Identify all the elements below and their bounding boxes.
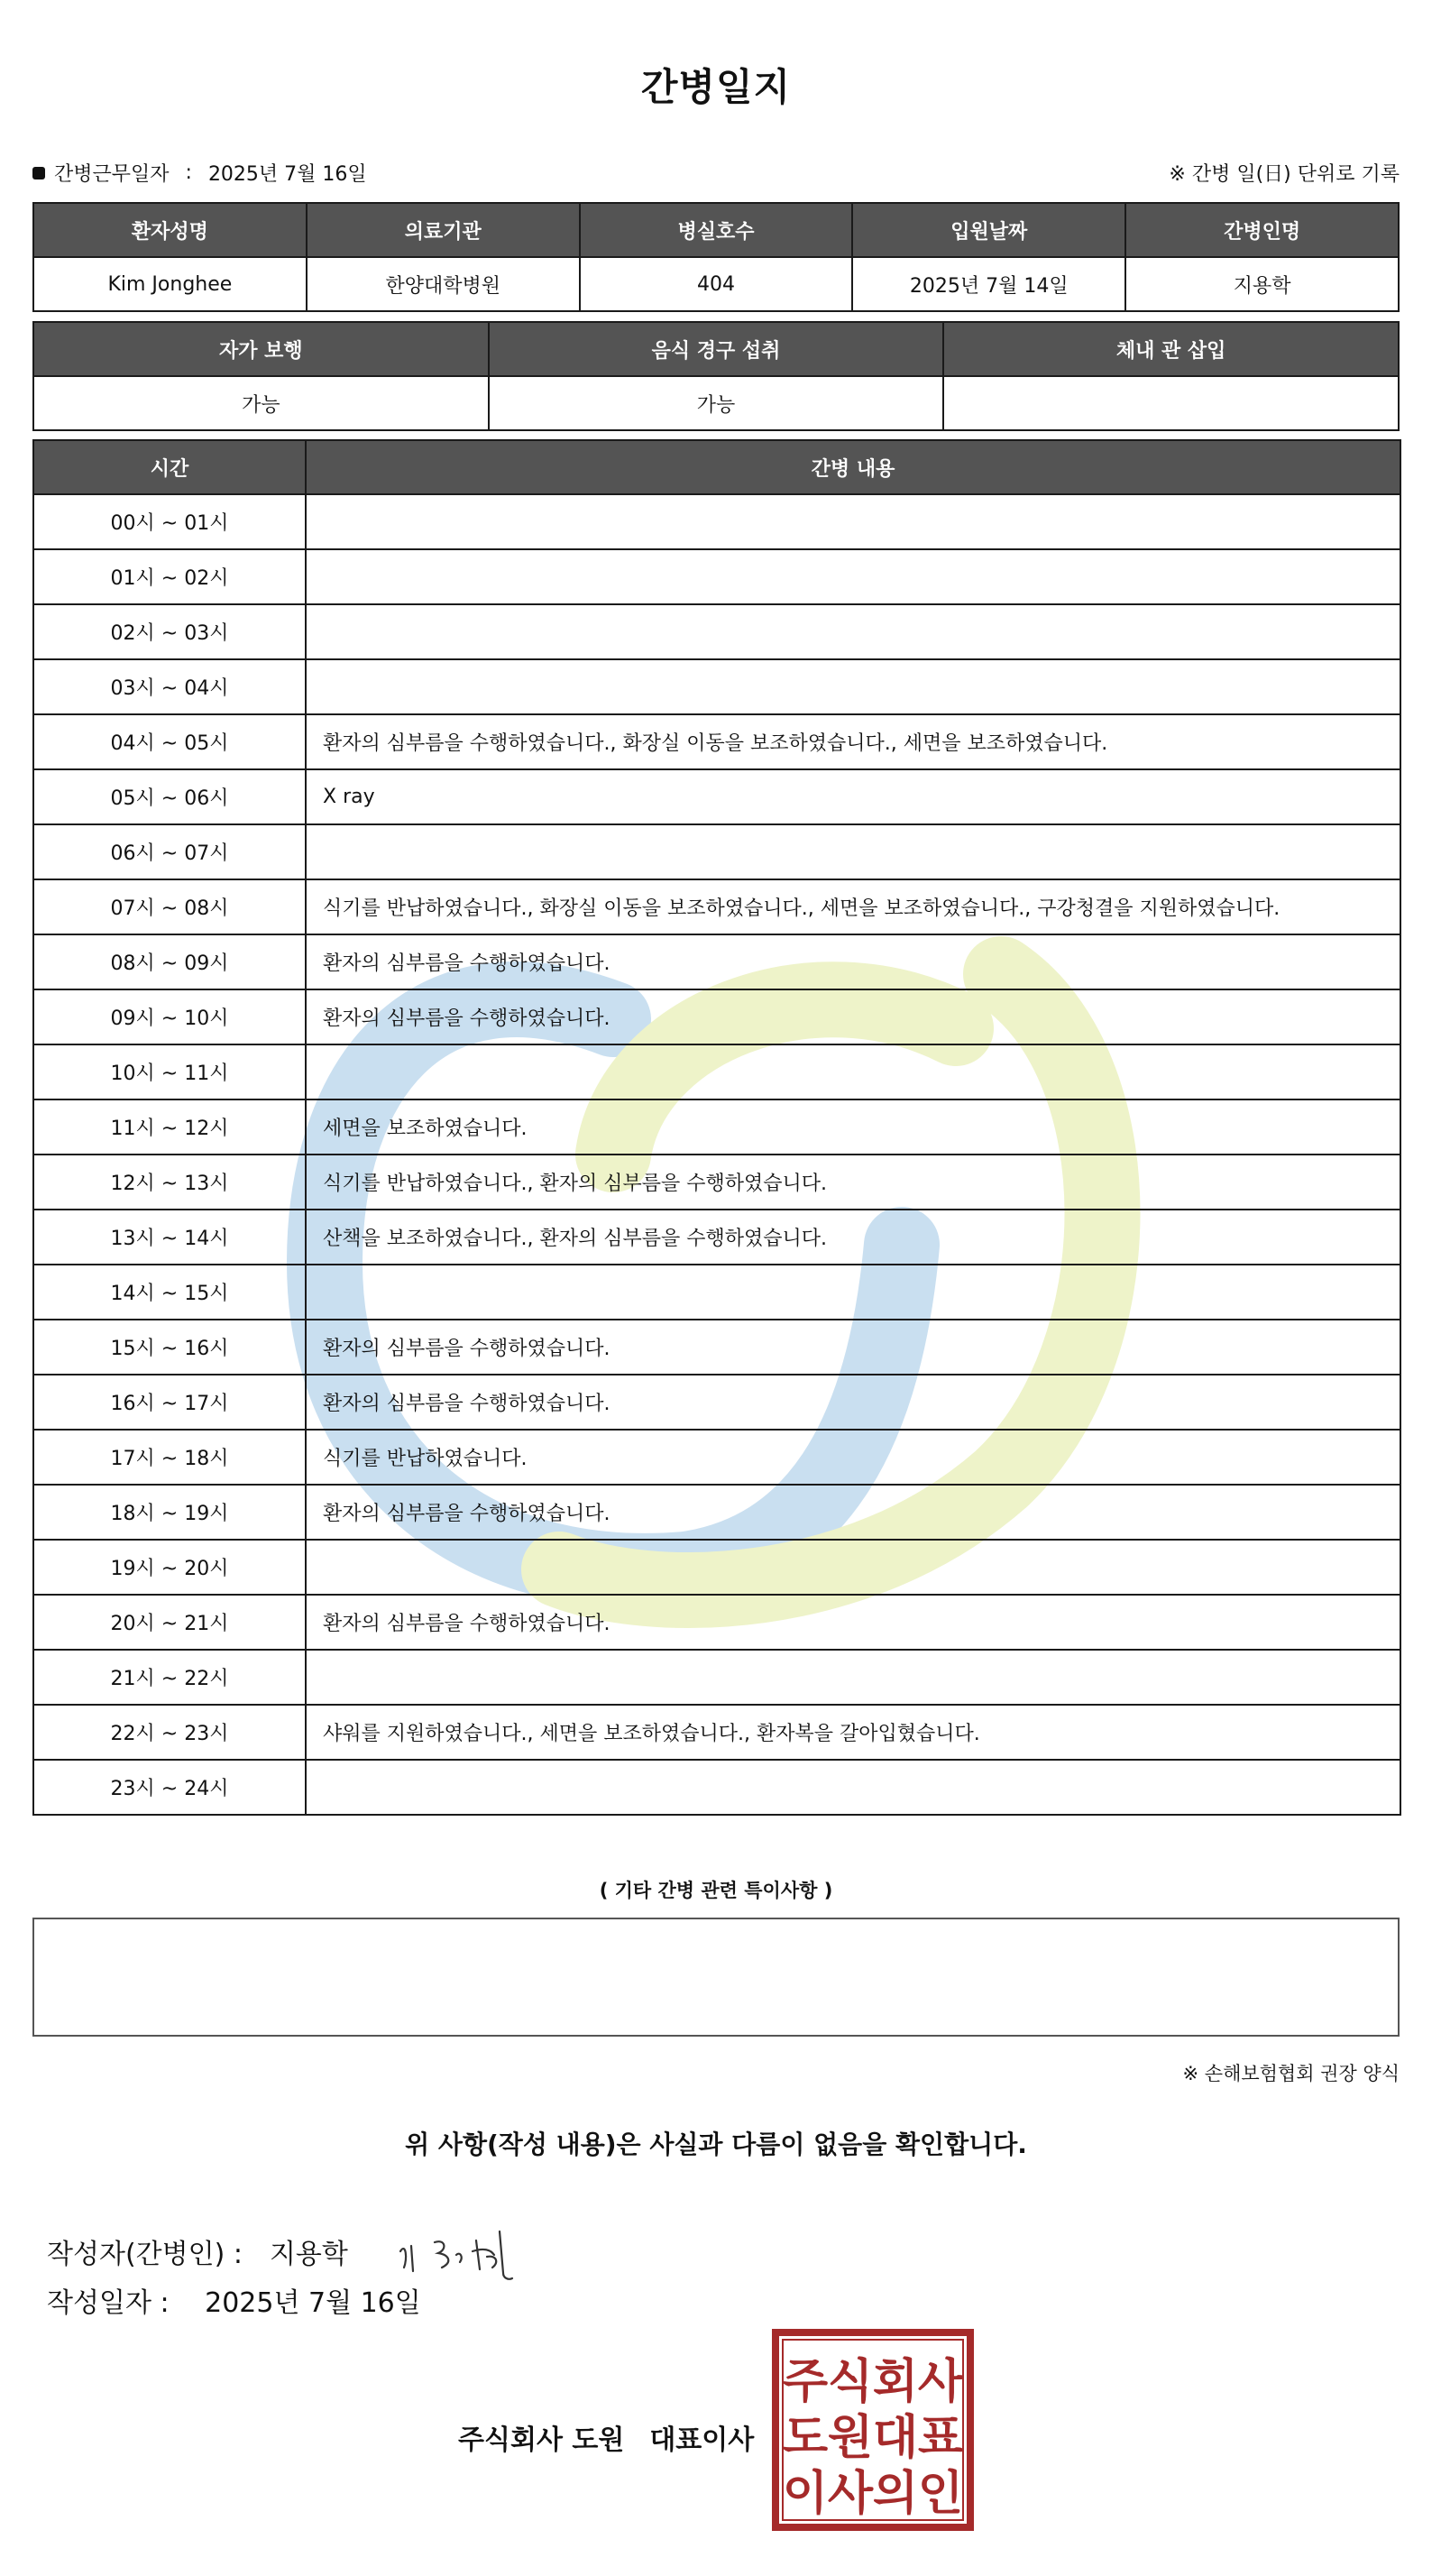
form-source-footnote: ※ 손해보험협회 권장 양식 <box>1182 2063 1400 2084</box>
header-time: 시간 <box>33 440 306 494</box>
log-content-cell: 환자의 심부름을 수행하였습니다. <box>306 1320 1400 1375</box>
log-time-cell: 05시 ~ 06시 <box>33 769 306 824</box>
log-row <box>33 1595 1400 1650</box>
patient-status-table <box>32 321 1400 431</box>
log-row <box>33 1430 1400 1485</box>
log-time-cell: 19시 ~ 20시 <box>33 1540 306 1595</box>
log-time-cell: 18시 ~ 19시 <box>33 1485 306 1540</box>
log-content-cell: 식기를 반납하였습니다. <box>306 1430 1400 1485</box>
log-content-cell: 식기를 반납하였습니다., 화장실 이동을 보조하였습니다., 세면을 보조하였습니다., 구강청결을 지원하였습니다. <box>306 879 1400 934</box>
log-time-cell: 22시 ~ 23시 <box>33 1705 306 1760</box>
patient-info-table <box>32 202 1400 312</box>
log-time-cell: 09시 ~ 10시 <box>33 989 306 1044</box>
svg-text:사: 사 <box>827 2467 874 2521</box>
log-row <box>33 604 1400 659</box>
log-row <box>33 1705 1400 1760</box>
company-seal-stamp <box>772 2329 974 2531</box>
log-time-cell: 08시 ~ 09시 <box>33 934 306 989</box>
work-date-separator: : <box>185 161 192 184</box>
log-time-cell: 16시 ~ 17시 <box>33 1375 306 1430</box>
log-content-cell <box>306 659 1400 714</box>
svg-text:식: 식 <box>827 2355 874 2409</box>
svg-text:사: 사 <box>917 2355 964 2409</box>
log-content-cell <box>306 1540 1400 1595</box>
log-row <box>33 1760 1400 1815</box>
log-time-cell: 20시 ~ 21시 <box>33 1595 306 1650</box>
log-row <box>33 824 1400 879</box>
company-signoff <box>458 2417 754 2457</box>
writer-row <box>47 2215 537 2287</box>
log-content-cell: 환자의 심부름을 수행하였습니다. <box>306 989 1400 1044</box>
caregiver-name: 지용학 <box>1125 257 1399 311</box>
log-content-cell: 환자의 심부름을 수행하였습니다. <box>306 1485 1400 1540</box>
header-patient-name: 환자성명 <box>33 203 307 257</box>
log-row <box>33 1044 1400 1099</box>
header-care-content: 간병 내용 <box>306 440 1400 494</box>
header-room: 병실호수 <box>580 203 853 257</box>
log-content-cell <box>306 604 1400 659</box>
svg-text:원: 원 <box>827 2411 874 2465</box>
log-content-cell: 샤워를 지원하였습니다., 세면을 보조하였습니다., 환자복을 갈아입혔습니다. <box>306 1705 1400 1760</box>
log-content-cell: 환자의 심부름을 수행하였습니다. <box>306 1375 1400 1430</box>
document-title: 간병일지 <box>640 65 792 109</box>
written-date-value: 2025년 7월 16일 <box>205 2287 421 2319</box>
bullet-square-icon <box>32 167 45 179</box>
handwritten-signature <box>393 2215 537 2287</box>
log-time-cell: 14시 ~ 15시 <box>33 1265 306 1320</box>
svg-text:대: 대 <box>872 2411 919 2465</box>
svg-text:도: 도 <box>782 2411 829 2465</box>
written-date-label: 작성일자 : <box>47 2287 170 2319</box>
log-row <box>33 1155 1400 1210</box>
log-row <box>33 769 1400 824</box>
special-notes-box <box>32 1918 1400 2037</box>
work-date-row <box>32 159 367 187</box>
writer-name: 지용학 <box>269 2239 348 2270</box>
log-time-cell: 11시 ~ 12시 <box>33 1099 306 1155</box>
log-time-cell: 01시 ~ 02시 <box>33 549 306 604</box>
log-row <box>33 549 1400 604</box>
log-row <box>33 989 1400 1044</box>
log-content-cell: 식기를 반납하였습니다., 환자의 심부름을 수행하였습니다. <box>306 1155 1400 1210</box>
svg-text:인: 인 <box>917 2467 964 2521</box>
log-time-cell: 13시 ~ 14시 <box>33 1210 306 1265</box>
self-walking-value: 가능 <box>33 376 489 430</box>
log-time-cell: 15시 ~ 16시 <box>33 1320 306 1375</box>
log-row <box>33 1485 1400 1540</box>
svg-text:의: 의 <box>872 2467 919 2521</box>
header-oral-intake: 음식 경구 섭취 <box>489 322 944 376</box>
log-time-cell: 23시 ~ 24시 <box>33 1760 306 1815</box>
log-row <box>33 1375 1400 1430</box>
log-row <box>33 659 1400 714</box>
log-content-cell: 산책을 보조하였습니다., 환자의 심부름을 수행하였습니다. <box>306 1210 1400 1265</box>
patient-status-value-row <box>33 376 1399 430</box>
writer-label: 작성자(간병인) : <box>47 2239 243 2270</box>
log-time-cell: 17시 ~ 18시 <box>33 1430 306 1485</box>
log-time-cell: 00시 ~ 01시 <box>33 494 306 549</box>
work-date-value: 2025년 7월 16일 <box>207 163 367 186</box>
log-row <box>33 714 1400 769</box>
log-content-cell <box>306 1650 1400 1705</box>
work-date-label: 간병근무일자 <box>54 163 170 186</box>
admission-date: 2025년 7월 14일 <box>852 257 1125 311</box>
hospital-name: 한양대학병원 <box>307 257 580 311</box>
log-content-cell <box>306 824 1400 879</box>
log-content-cell <box>306 494 1400 549</box>
log-time-cell: 12시 ~ 13시 <box>33 1155 306 1210</box>
header-tube-insertion: 체내 관 삽입 <box>943 322 1399 376</box>
log-row <box>33 934 1400 989</box>
log-row <box>33 1265 1400 1320</box>
log-row <box>33 879 1400 934</box>
header-hospital: 의료기관 <box>307 203 580 257</box>
log-content-cell: 세면을 보조하였습니다. <box>306 1099 1400 1155</box>
svg-text:이: 이 <box>782 2467 829 2521</box>
log-time-cell: 02시 ~ 03시 <box>33 604 306 659</box>
oral-intake-value: 가능 <box>489 376 944 430</box>
tube-insertion-value <box>943 376 1399 430</box>
room-number: 404 <box>580 257 853 311</box>
log-row <box>33 1099 1400 1155</box>
log-content-cell: 환자의 심부름을 수행하였습니다. <box>306 934 1400 989</box>
daily-record-note: ※ 간병 일(日) 단위로 기록 <box>1169 163 1400 186</box>
hourly-care-log-table <box>32 439 1401 1816</box>
patient-info-value-row <box>33 257 1399 311</box>
notes-title: ( 기타 간병 관련 특이사항 ) <box>599 1880 833 1901</box>
log-row <box>33 1210 1400 1265</box>
svg-text:표: 표 <box>917 2411 964 2465</box>
log-time-cell: 07시 ~ 08시 <box>33 879 306 934</box>
patient-status-header-row <box>33 322 1399 376</box>
log-time-cell: 03시 ~ 04시 <box>33 659 306 714</box>
log-header-row <box>33 440 1400 494</box>
log-row <box>33 1320 1400 1375</box>
company-title: 대표이사 <box>649 2424 755 2456</box>
log-content-cell <box>306 1760 1400 1815</box>
log-content-cell <box>306 1044 1400 1099</box>
log-content-cell <box>306 549 1400 604</box>
log-content-cell: 환자의 심부름을 수행하였습니다., 화장실 이동을 보조하였습니다., 세면을 보조하였습니다. <box>306 714 1400 769</box>
svg-text:주: 주 <box>782 2355 829 2409</box>
log-content-cell <box>306 1265 1400 1320</box>
written-date-row <box>47 2280 421 2320</box>
log-row <box>33 1650 1400 1705</box>
log-time-cell: 04시 ~ 05시 <box>33 714 306 769</box>
log-content-cell: X ray <box>306 769 1400 824</box>
patient-name: Kim Jonghee <box>33 257 307 311</box>
confirmation-statement: 위 사항(작성 내용)은 사실과 다름이 없음을 확인합니다. <box>405 2130 1027 2159</box>
log-row <box>33 1540 1400 1595</box>
company-name: 주식회사 도원 <box>458 2424 625 2456</box>
header-caregiver: 간병인명 <box>1125 203 1399 257</box>
log-time-cell: 06시 ~ 07시 <box>33 824 306 879</box>
log-time-cell: 10시 ~ 11시 <box>33 1044 306 1099</box>
log-content-cell: 환자의 심부름을 수행하였습니다. <box>306 1595 1400 1650</box>
log-row <box>33 494 1400 549</box>
log-time-cell: 21시 ~ 22시 <box>33 1650 306 1705</box>
svg-text:회: 회 <box>872 2355 919 2409</box>
header-self-walking: 자가 보행 <box>33 322 489 376</box>
patient-info-header-row <box>33 203 1399 257</box>
header-admission-date: 입원날짜 <box>852 203 1125 257</box>
